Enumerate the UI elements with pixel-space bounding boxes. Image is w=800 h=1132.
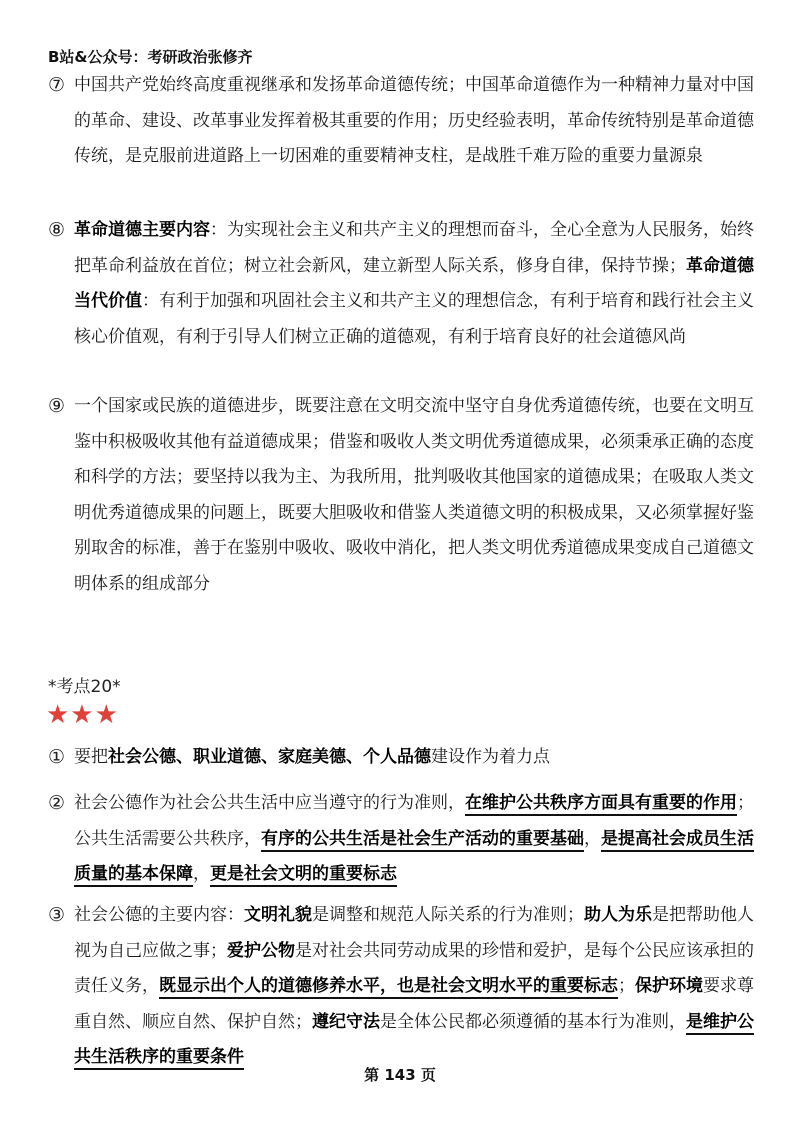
text-segment: ：有利于加强和巩固社会主义和共产主义的理想信念，有利于培育和践行社会主义核心价值观，有利于引导人们树立正确的道德观，有利于培育良好的社会道德风尚 <box>74 291 754 347</box>
list-item-1 <box>48 740 754 776</box>
text-segment: ， <box>193 864 210 884</box>
bold-text-segment: 助人为乐 <box>584 905 652 925</box>
text-segment: ， <box>584 828 601 849</box>
star-rating-icon: ★★★ <box>46 700 119 730</box>
page-number: 第 143 页 <box>364 1066 436 1084</box>
text-segment: ； <box>618 976 635 996</box>
bold-text-segment: 保护环境 <box>635 976 703 996</box>
item-body <box>74 786 754 893</box>
list-item-3 <box>48 898 754 1076</box>
text-segment: 社会公德作为社会公共生活中应当遵守的行为准则， <box>74 793 465 813</box>
item-body <box>74 389 754 602</box>
item-number: ⑦ <box>48 74 66 96</box>
bold-text-segment: 社会公德、职业道德、家庭美德、个人品德 <box>108 747 431 767</box>
underlined-text-segment: 是维护公共生活秩序的重要条件 <box>74 1012 754 1071</box>
bold-text-segment: 革命道德当代价值 <box>74 255 754 311</box>
item-number: ⑧ <box>48 219 66 241</box>
item-number: ② <box>48 792 66 814</box>
text-segment: 一个国家或民族的道德进步，既要注意在文明交流中坚守自身优秀道德传统，也要在文明互鉴中积极吸收其他有益道德成果；借鉴和吸收人类文明优秀道德成果，必须秉承正确的态度和科学的方法；要坚持以我为主、为我所用，批判吸收其他国家的道德成果；在吸取人类文明优秀道德成果的问题上，既要大胆吸收和借鉴人类道德文明的积极成果，又必须掌握好鉴别取舍的标准，善于在鉴别中吸收、吸收中消化，把人类文明优秀道德成果变成自己道德文明体系的组成部分 <box>74 396 754 594</box>
item-body <box>74 213 754 355</box>
item-number: ① <box>48 746 66 768</box>
text-segment: 中国共产党始终高度重视继承和发扬革命道德传统；中国革命道德作为一种精神力量对中国的革命、建设、改革事业发挥着极其重要的作用；历史经验表明，革命传统特别是革命道德传统，是克服前进道路上一切困难的重要精神支柱，是战胜千难万险的重要力量源泉 <box>74 75 754 166</box>
text-segment: ：为实现社会主义和共产主义的理想而奋斗，全心全意为人民服务，始终把革命利益放在首位；树立社会新风，建立新型人际关系，修身自律，保持节操； <box>74 220 754 276</box>
list-item-2 <box>48 786 754 893</box>
text-segment: ；公共生活需要公共秩序， <box>74 793 754 849</box>
text-segment: 建设作为着力点 <box>431 747 550 767</box>
item-number: ⑨ <box>48 395 66 417</box>
underlined-text-segment: 更是社会文明的重要标志 <box>210 864 397 887</box>
text-segment: 是调整和规范人际关系的行为准则； <box>312 905 584 925</box>
page-header: B站&公众号：考研政治张修齐 <box>48 48 253 66</box>
text-segment: 要求尊重自然、顺应自然、保护自然； <box>74 976 754 1032</box>
bold-text-segment: 革命道德主要内容 <box>74 220 210 240</box>
text-segment: 要把 <box>74 747 108 767</box>
underlined-text-segment: 在维护公共秩序方面具有重要的作用 <box>465 793 737 816</box>
underlined-text-segment: 是提高社会成员生活质量的基本保障 <box>74 829 754 888</box>
item-body <box>74 740 754 776</box>
list-item-8 <box>48 213 754 355</box>
text-segment: 是全体公民都必须遵循的基本行为准则， <box>380 1011 686 1032</box>
bold-text-segment: 遵纪守法 <box>312 1011 380 1032</box>
item-body <box>74 898 754 1076</box>
underlined-text-segment: 有序的公共生活是社会生产活动的重要基础 <box>261 829 584 852</box>
underlined-text-segment: 既显示出个人的道德修养水平，也是社会文明水平的重要标志 <box>159 976 618 999</box>
bold-text-segment: 爱护公物 <box>227 940 295 961</box>
item-body <box>74 68 754 175</box>
text-segment: 社会公德的主要内容： <box>74 905 244 925</box>
section-title: *考点20* <box>48 677 121 697</box>
item-number: ③ <box>48 904 66 926</box>
text-segment: 是把帮助他人视为自己应做之事； <box>74 905 754 961</box>
text-segment: 是对社会共同劳动成果的珍惜和爱护，是每个公民应该承担的责任义务， <box>74 940 754 996</box>
list-item-7 <box>48 68 754 175</box>
bold-text-segment: 文明礼貌 <box>244 905 312 925</box>
list-item-9 <box>48 389 754 602</box>
